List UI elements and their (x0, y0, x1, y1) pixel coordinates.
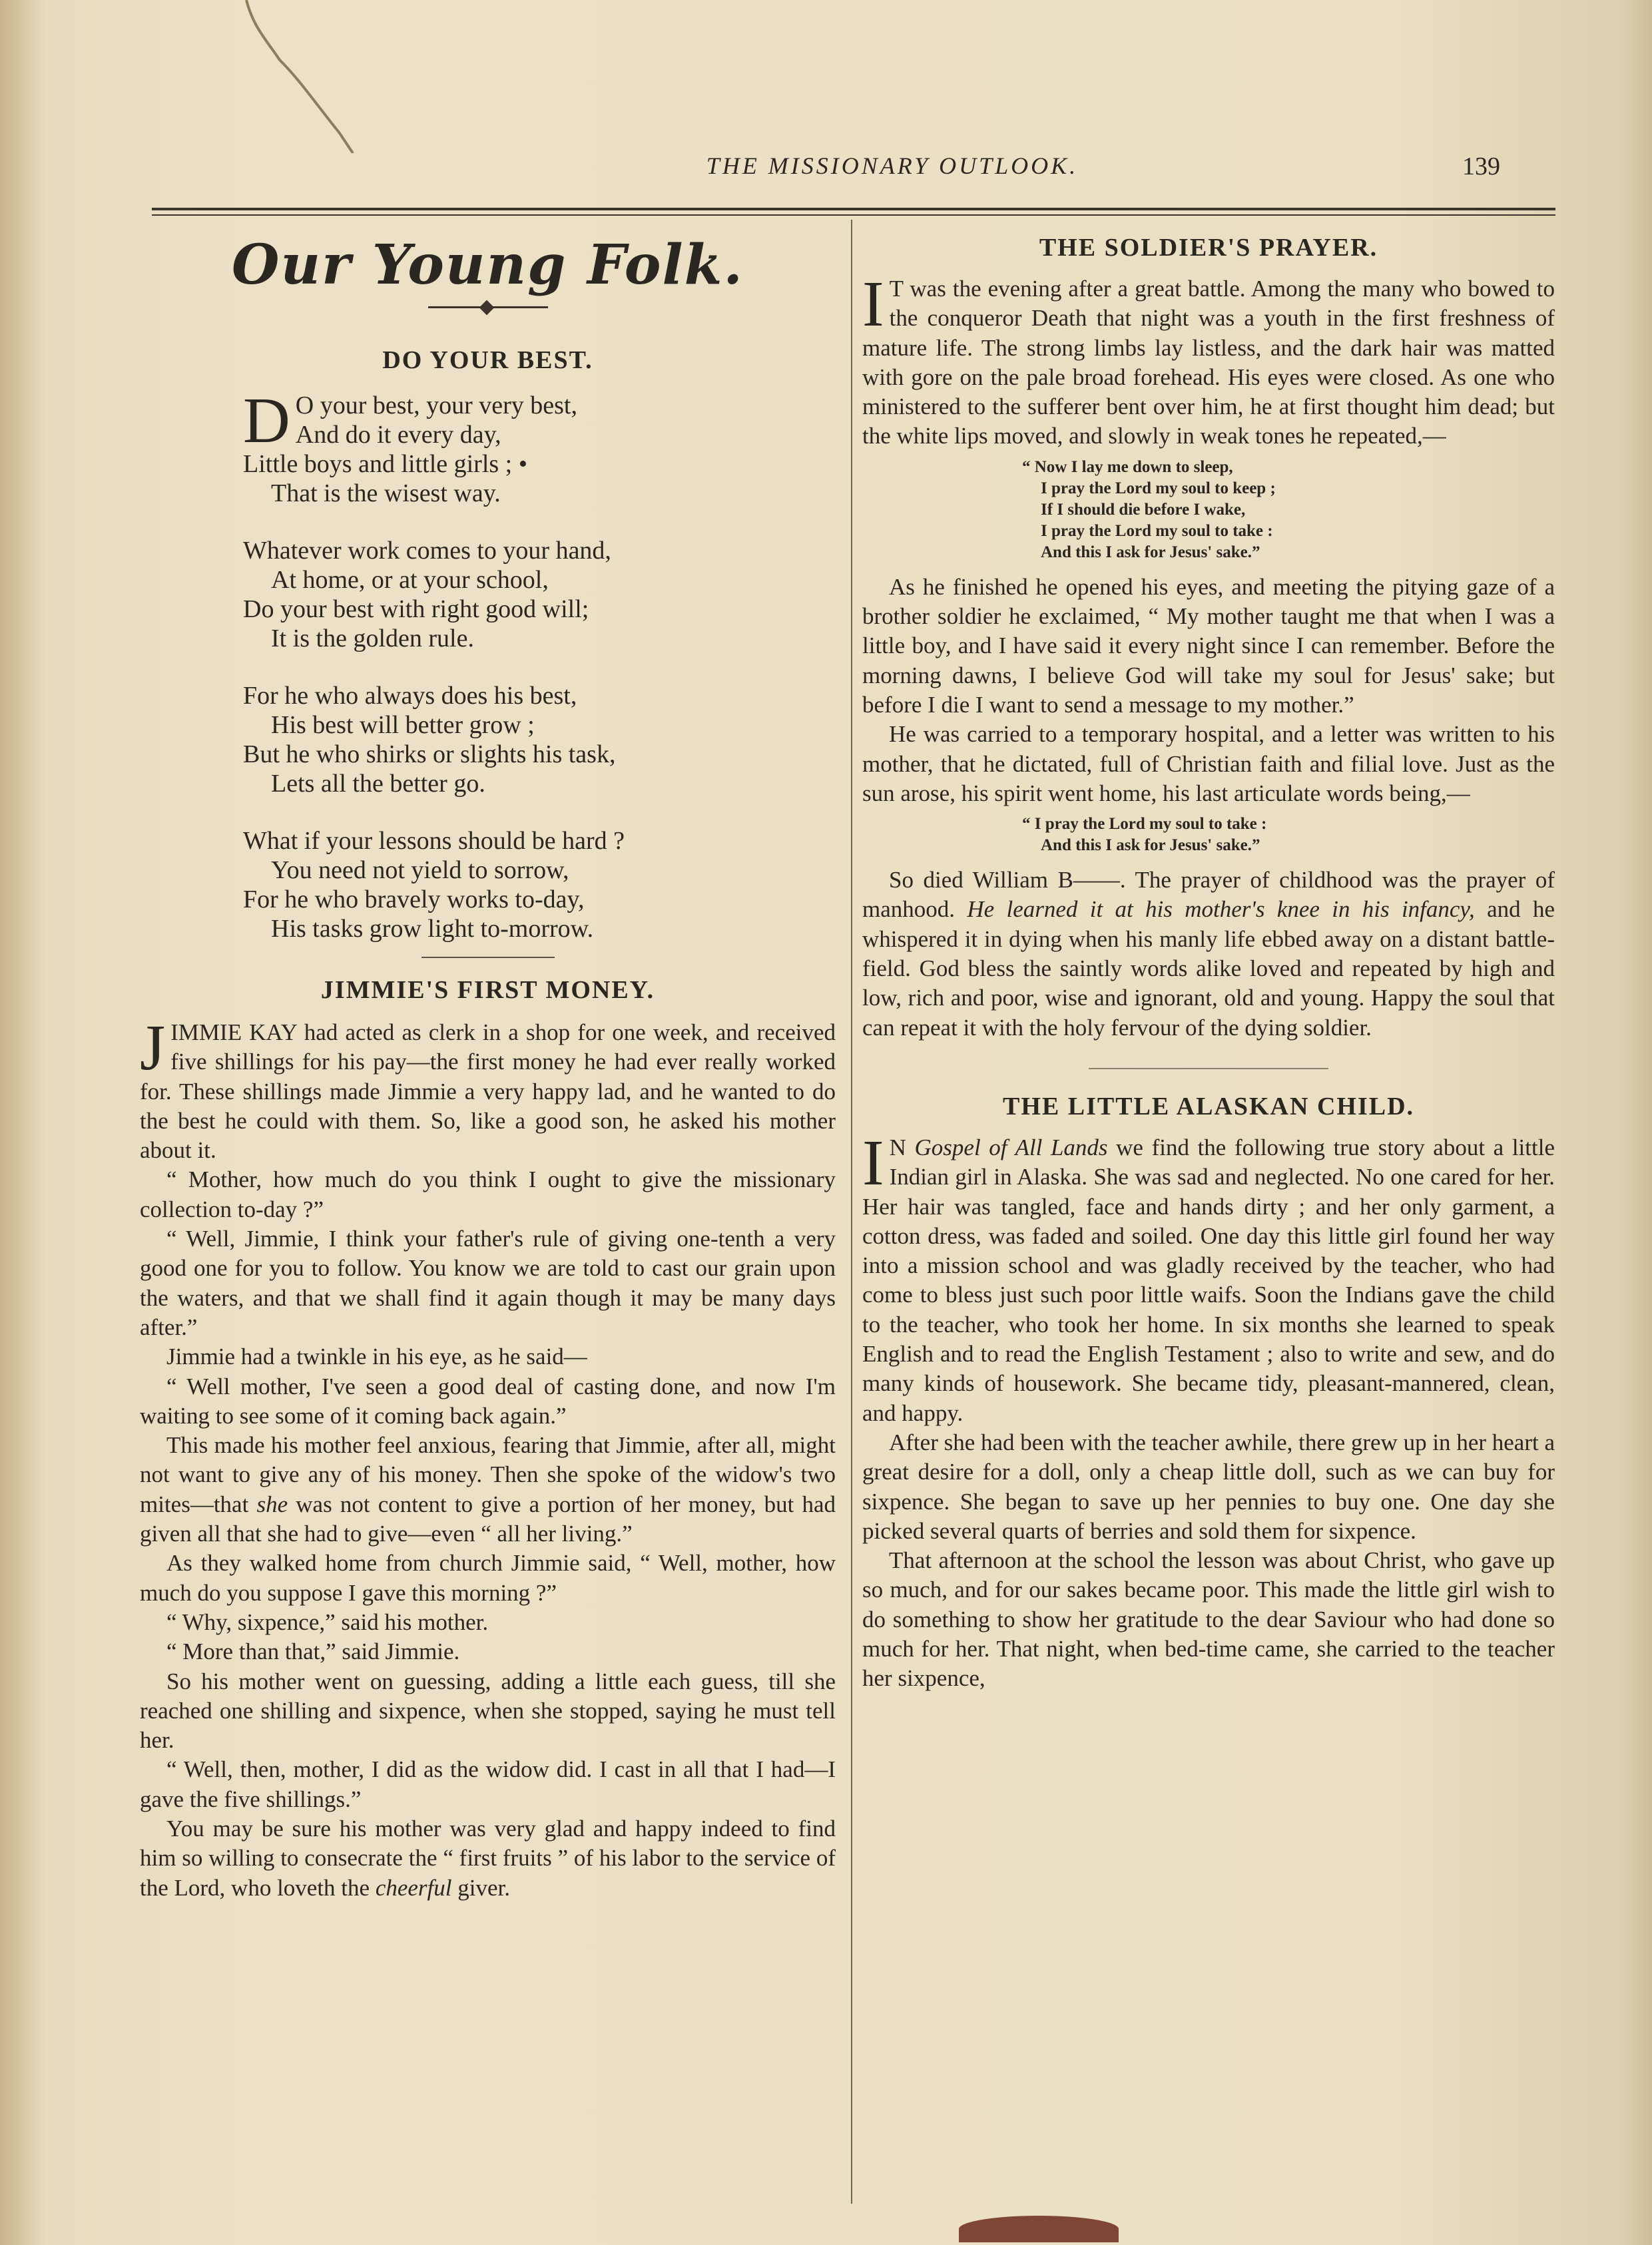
stanza-3 (243, 681, 836, 798)
paragraph: So died William B——. The prayer of childhood was the prayer of manhood. He learned it at his mother's knee in his infancy, and he whispered it in dying when his manly life ebbed away on a distant battle-field. God bless the saintly words alike loved and repeated by high and low, rich and poor, wise and ignorant, old and young. Happy the soul that can repeat it with the holy fervour of the dying soldier. (862, 867, 1555, 1041)
poem-line: You need not yield to sorrow, (271, 856, 569, 884)
paragraph: I N Gospel of All Lands we find the following true story about a little Indian girl in Alaska. She was sad and neglected. No one cared for her. Her hair was tangled, face and hands dirty ; and her only garment, a cotton dress, was faded and soiled. One day this little girl found her way into a mission school and was gladly received by the teacher, who had come to bless just such poor little waifs. Soon the Indians gave the child to the teacher, who took her home. In six months she learned to speak English and to read the English Testament ; also to write and sew, and do many kinds of housework. She became tidy, pleasant-mannered, clean, and happy. (862, 1126, 1555, 1426)
left-column (140, 233, 836, 1903)
paragraph: As they walked home from church Jimmie said, “ Well, mother, how much do you suppose I gave this morning ?” (140, 1550, 836, 1606)
verse-line: And this I ask for Jesus' sake.” (1041, 836, 1260, 855)
section-title: Our Young Folk. (232, 233, 744, 297)
header-rule-thin (152, 214, 1555, 216)
header-rule (152, 208, 1555, 210)
verse-line: I pray the Lord my soul to take : (1041, 521, 1273, 540)
page-number: 139 (1462, 152, 1500, 180)
verse-line: And this I ask for Jesus' sake.” (1041, 543, 1260, 561)
page-edge-figure (959, 2216, 1119, 2242)
paragraph: He was carried to a temporary hospital, and a letter was written to his mother, that he dictated, full of Christian faith and filial love. Just as the sun arose, his spirit went home, his last articulate words being,— (862, 721, 1555, 806)
poem-title: DO YOUR BEST. (382, 346, 593, 374)
alaska-title: THE LITTLE ALASKAN CHILD. (1002, 1092, 1415, 1121)
poem-line: Little boys and little girls ; • (243, 450, 528, 478)
paragraph: “ Well, then, mother, I did as the widow did. I cast in all that I had—I gave the five shillings.” (140, 1756, 836, 1812)
separator (1089, 1068, 1328, 1069)
poem-line: For he who bravely works to-day, (243, 885, 585, 913)
paragraph: “ Mother, how much do you think I ought to give the missionary collection to-day ?” (140, 1166, 836, 1222)
poem-line: And do it every day, (295, 421, 501, 449)
paragraph: That afternoon at the school the lesson was about Christ, who gave up so much, and for our sakes became poor. This made the little girl wish to do something to show her gratitude to the dear Saviour who had done so much for her. That night, when bed-time came, she carried to the teacher her sixpence, (862, 1547, 1555, 1692)
paragraph: After she had been with the teacher awhile, there grew up in her heart a great desire for a doll, only a cheap little doll, such as we can buy for sixpence. She began to save up her pennies to buy one. One day she picked several quarts of berries and sold them for sixpence. (862, 1429, 1555, 1544)
poem-line: At home, or at your school, (271, 566, 549, 594)
column-divider (851, 220, 852, 2204)
alaska-body (862, 1126, 1555, 1694)
stanza-4 (243, 826, 836, 943)
verse-line: “ Now I lay me down to sleep, (1022, 457, 1233, 476)
poem-line: O your best, your very best, (295, 391, 577, 419)
ornament-rule (428, 306, 548, 308)
soldier-body (862, 268, 1555, 1043)
poem (243, 385, 836, 943)
verse-line: I pray the Lord my soul to keep ; (1041, 479, 1276, 497)
poem-line: Whatever work comes to your hand, (243, 537, 611, 565)
paragraph: JIMMIE KAY had acted as clerk in a shop for one week, and received five shillings for his pay—the first money he had ever really worked for. These shillings made Jimmie a very happy lad, and he wanted to do the best he could with them. So, like a good son, he asked his mother about it. (140, 1012, 836, 1164)
right-column (862, 233, 1555, 1694)
drop-cap: J (140, 1012, 166, 1084)
poem-line: His tasks grow light to-morrow. (271, 915, 594, 943)
verse-line: “ I pray the Lord my soul to take : (1022, 815, 1267, 834)
prayer-verse (1022, 457, 1555, 563)
poem-line: For he who always does his best, (243, 682, 577, 710)
separator (421, 957, 555, 958)
paragraph: “ Why, sixpence,” said his mother. (166, 1609, 489, 1635)
soldier-title: THE SOLDIER'S PRAYER. (1039, 234, 1378, 262)
paragraph: So his mother went on guessing, adding a little each guess, till she reached one shilling and sixpence, when she stopped, saying he must tell her. (140, 1668, 836, 1754)
paragraph: Jimmie had a twinkle in his eye, as he said— (166, 1344, 587, 1370)
torn-corner (226, 0, 426, 153)
paragraph: “ More than that,” said Jimmie. (166, 1638, 460, 1665)
paragraph: “ Well mother, I've seen a good deal of casting done, and now I'm waiting to see some of it coming back again.” (140, 1373, 836, 1429)
paragraph: “ Well, Jimmie, I think your father's rule of giving one-tenth a very good one for you to follow. You know we are told to cast our grain upon the waters, and that we shall find it again though it may be many days after.” (140, 1226, 836, 1340)
stanza-2 (243, 536, 836, 653)
drop-cap: D (243, 385, 290, 457)
paragraph: You may be sure his mother was very glad and happy indeed to find him so willing to consecrate the “ first fruits ” of his labor to the service of the Lord, who loveth the cheerful giver. (140, 1816, 836, 1901)
drop-cap: I (862, 268, 884, 340)
story-body (140, 1012, 836, 1903)
prayer-verse (1022, 814, 1555, 856)
drop-cap: I (862, 1126, 884, 1199)
poem-line: Do your best with right good will; (243, 595, 589, 623)
paragraph: This made his mother feel anxious, fearing that Jimmie, after all, might not want to give any of his money. Then she spoke of the widow's two mites—that she was not content to give a portion of her money, but had given all that she had to give—even “ all her living.” (140, 1432, 836, 1547)
poem-line: It is the golden rule. (271, 624, 474, 652)
poem-line: But he who shirks or slights his task, (243, 740, 616, 768)
verse-line: If I should die before I wake, (1041, 500, 1246, 519)
poem-line: What if your lessons should be hard ? (243, 827, 625, 855)
story-title: JIMMIE'S FIRST MONEY. (320, 976, 655, 1004)
poem-line: Lets all the better go. (271, 770, 485, 798)
stanza-1 (243, 385, 836, 508)
poem-line: His best will better grow ; (271, 711, 535, 739)
paragraph: As he finished he opened his eyes, and meeting the pitying gaze of a brother soldier he exclaimed, “ My mother taught me that when I was a little boy, and I have said it every night since I can remember. Before the morning dawns, I believe God will take my soul for Jesus' sake; but before I die I want to send a message to my mother.” (862, 573, 1555, 718)
poem-line: That is the wisest way. (271, 479, 501, 507)
paragraph: I T was the evening after a great battle. Among the many who bowed to the conqueror Death that night was a youth in the first freshness of mature life. The strong limbs lay listless, and the dark hair was matted with gore on the pale broad forehead. His eyes were closed. As one who ministered to the sufferer bent over him, he at first thought him dead; but the white lips moved, and slowly in weak tones he repeated,— (862, 268, 1555, 449)
running-title: THE MISSIONARY OUTLOOK. (706, 152, 1079, 179)
